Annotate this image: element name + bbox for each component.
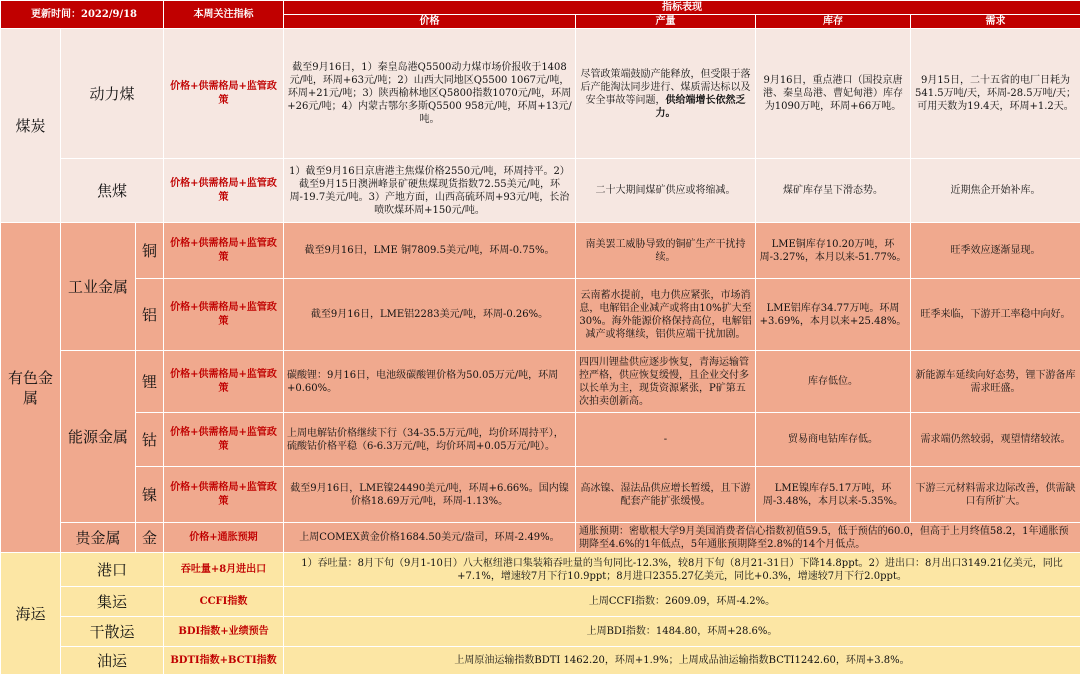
cobalt-inventory: 贸易商电钴库存低。 (756, 413, 911, 467)
aluminum-production: 云南蓄水提前，电力供应紧张，市场消息，电解铝企业减产或将由10%扩大至30%。海外能源价格保持高位，电解铝减产或将继续，铝供应端干扰加剧。 (576, 279, 756, 351)
coking-coal-production: 二十大期间煤矿供应或将缩减。 (576, 159, 756, 223)
drybulk-shipping-focus: BDI指数+业绩预告 (164, 617, 284, 647)
category-shipping: 海运 (1, 553, 61, 675)
cobalt-production: - (576, 413, 756, 467)
coking-coal-name: 焦煤 (61, 159, 164, 223)
coking-coal-price: 1）截至9月16日京唐港主焦煤价格2550元/吨，环周持平。2）截至9月15日澳洲峰景矿硬焦煤现货指数72.55美元/吨，环周-19.7美元/吨。3）产地方面，山西高硫环周+93元/吨，长治喷吹煤环周+150元/吨。 (284, 159, 576, 223)
coking-coal-demand: 近期焦企开始补库。 (911, 159, 1080, 223)
copper-focus: 价格+供需格局+监管政策 (164, 223, 284, 279)
nickel-price: 截至9月16日，LME镍24490美元/吨，环周+6.66%。国内镍价格18.69万元/吨，环周-1.13%。 (284, 467, 576, 523)
production-header: 产量 (576, 15, 756, 29)
table-row (1, 647, 1080, 675)
thermal-coal-price: 截至9月16日，1）秦皇岛港Q5500动力煤市场价报收于1408元/吨，环周+63元/吨；2）山西大同地区Q5500 1067元/吨，环周+21元/吨；3）陕西榆林地区Q5800指数1070元/吨，环周+26元/吨；4）内蒙古鄂尔多斯Q5500 958元/吨，环周+13元/吨。 (284, 29, 576, 159)
port-focus: 吞吐量+8月进出口 (164, 553, 284, 587)
table-row (1, 617, 1080, 647)
category-nonferrous: 有色金属 (1, 223, 61, 553)
lithium-inventory: 库存低位。 (756, 351, 911, 413)
thermal-coal-production-text: 尽管政策端鼓励产能释放，但受限于落后产能淘汰同步进行、煤质需达标以及安全事故等问题， (581, 69, 751, 106)
aluminum-demand: 旺季来临，下游开工率稳中向好。 (911, 279, 1080, 351)
nickel-demand: 下游三元材料需求边际改善，供需缺口有所扩大。 (911, 467, 1080, 523)
nickel-inventory: LME镍库存5.17万吨，环周-3.48%，本月以来-5.35%。 (756, 467, 911, 523)
tanker-shipping-focus: BDTI指数+BCTI指数 (164, 647, 284, 675)
copper-production: 南美罢工威胁导致的铜矿生产干扰持续。 (576, 223, 756, 279)
gold-name: 金 (136, 523, 164, 553)
port-detail: 1）吞吐量：8月下旬（9月1-10日）八大枢纽港口集装箱吞吐量的当旬同比-12.3%，较8月下旬（8月21-31日）下降14.8ppt。2）进出口：8月出口3149.21亿美元，同比+7.1%，增速较7月下行10.9ppt；8月进口2355.27亿美元，同比+0.3%，增速较7月下行2.0ppt。 (284, 553, 1080, 587)
copper-inventory: LME铜库存10.20万吨，环周-3.27%，本月以来-51.77%。 (756, 223, 911, 279)
nickel-name: 镍 (136, 467, 164, 523)
aluminum-name: 铝 (136, 279, 164, 351)
energy-metals-name: 能源金属 (61, 351, 136, 523)
price-header: 价格 (284, 15, 576, 29)
drybulk-shipping-name: 干散运 (61, 617, 164, 647)
container-shipping-name: 集运 (61, 587, 164, 617)
tanker-shipping-detail: 上周原油运输指数BDTI 1462.20，环周+1.9%；上周成品油运输指数BCTI1242.60，环周+3.8%。 (284, 647, 1080, 675)
table-row (1, 351, 1080, 413)
aluminum-inventory: LME铝库存34.77万吨。环周+3.69%，本月以来+25.48%。 (756, 279, 911, 351)
gold-detail: 通胀预期：密歇根大学9月美国消费者信心指数初值59.5，低于预估的60.0，但高于上月终值58.2，1年通胀预期降至4.6%的1年低点，5年通胀预期降至2.8%的14个月低点。 (576, 523, 1080, 553)
lithium-name: 锂 (136, 351, 164, 413)
thermal-coal-production-highlight: 供给端增长依然乏力。 (656, 95, 746, 119)
copper-price: 截至9月16日，LME 铜7809.5美元/吨，环周-0.75%。 (284, 223, 576, 279)
cobalt-price: 上周电解钴价格继续下行（34-35.5万元/吨，均价环周持平），硫酸钴价格平稳（6-6.3万元/吨，均价环周+0.05万元/吨）。 (284, 413, 576, 467)
aluminum-price: 截至9月16日，LME铝2283美元/吨，环周-0.26%。 (284, 279, 576, 351)
table-row (1, 159, 1080, 223)
table-row (1, 553, 1080, 587)
cobalt-name: 钴 (136, 413, 164, 467)
nickel-production: 高冰镍、湿法品供应增长暂缓，且下游配套产能扩张缓慢。 (576, 467, 756, 523)
thermal-coal-demand: 9月15日，二十五省的电厂日耗为541.5万吨/天，环周-28.5万吨/天；可用天数为19.4天，环周+1.2天。 (911, 29, 1080, 159)
lithium-price: 碳酸锂：9月16日，电池级碳酸锂价格为50.05万元/吨，环周+0.60%。 (284, 351, 576, 413)
lithium-focus: 价格+供需格局+监管政策 (164, 351, 284, 413)
cobalt-focus: 价格+供需格局+监管政策 (164, 413, 284, 467)
copper-demand: 旺季效应逐渐显现。 (911, 223, 1080, 279)
aluminum-focus: 价格+供需格局+监管政策 (164, 279, 284, 351)
table-row (1, 413, 1080, 467)
coking-coal-inventory: 煤矿库存呈下滑态势。 (756, 159, 911, 223)
thermal-coal-focus: 价格+供需格局+监管政策 (164, 29, 284, 159)
cobalt-demand: 需求端仍然较弱，观望情绪较浓。 (911, 413, 1080, 467)
nickel-focus: 价格+供需格局+监管政策 (164, 467, 284, 523)
gold-price: 上周COMEX黄金价格1684.50美元/盎司，环周-2.49%。 (284, 523, 576, 553)
table-row (1, 223, 1080, 279)
thermal-coal-inventory: 9月16日，重点港口（国投京唐港、秦皇岛港、曹妃甸港）库存为1090万吨，环周+66万吨。 (756, 29, 911, 159)
thermal-coal-production (576, 29, 756, 159)
table-row (1, 523, 1080, 553)
table-row (1, 29, 1080, 159)
lithium-demand: 新能源车延续向好态势，锂下游备库需求旺盛。 (911, 351, 1080, 413)
focus-header: 本周关注指标 (164, 1, 284, 29)
industrial-metals-name: 工业金属 (61, 223, 136, 351)
container-shipping-detail: 上周CCFI指数：2609.09，环周-4.2%。 (284, 587, 1080, 617)
tanker-shipping-name: 油运 (61, 647, 164, 675)
port-name: 港口 (61, 553, 164, 587)
precious-metals-name: 贵金属 (61, 523, 136, 553)
table-row (1, 587, 1080, 617)
table-row (1, 279, 1080, 351)
category-coal: 煤炭 (1, 29, 61, 223)
inventory-header: 库存 (756, 15, 911, 29)
coking-coal-focus: 价格+供需格局+监管政策 (164, 159, 284, 223)
thermal-coal-name: 动力煤 (61, 29, 164, 159)
drybulk-shipping-detail: 上周BDI指数：1484.80，环周+28.6%。 (284, 617, 1080, 647)
demand-header: 需求 (911, 15, 1080, 29)
copper-name: 铜 (136, 223, 164, 279)
update-time: 更新时间：2022/9/18 (1, 1, 164, 29)
container-shipping-focus: CCFI指数 (164, 587, 284, 617)
gold-focus: 价格+通胀预期 (164, 523, 284, 553)
performance-header: 指标表现 (284, 1, 1080, 15)
table-row (1, 467, 1080, 523)
lithium-production: 四四川锂盐供应逐步恢复，青海运输管控严格，供应恢复缓慢，且企业交付多以长单为主，现货资源紧张，P矿第五次拍卖创新高。 (576, 351, 756, 413)
